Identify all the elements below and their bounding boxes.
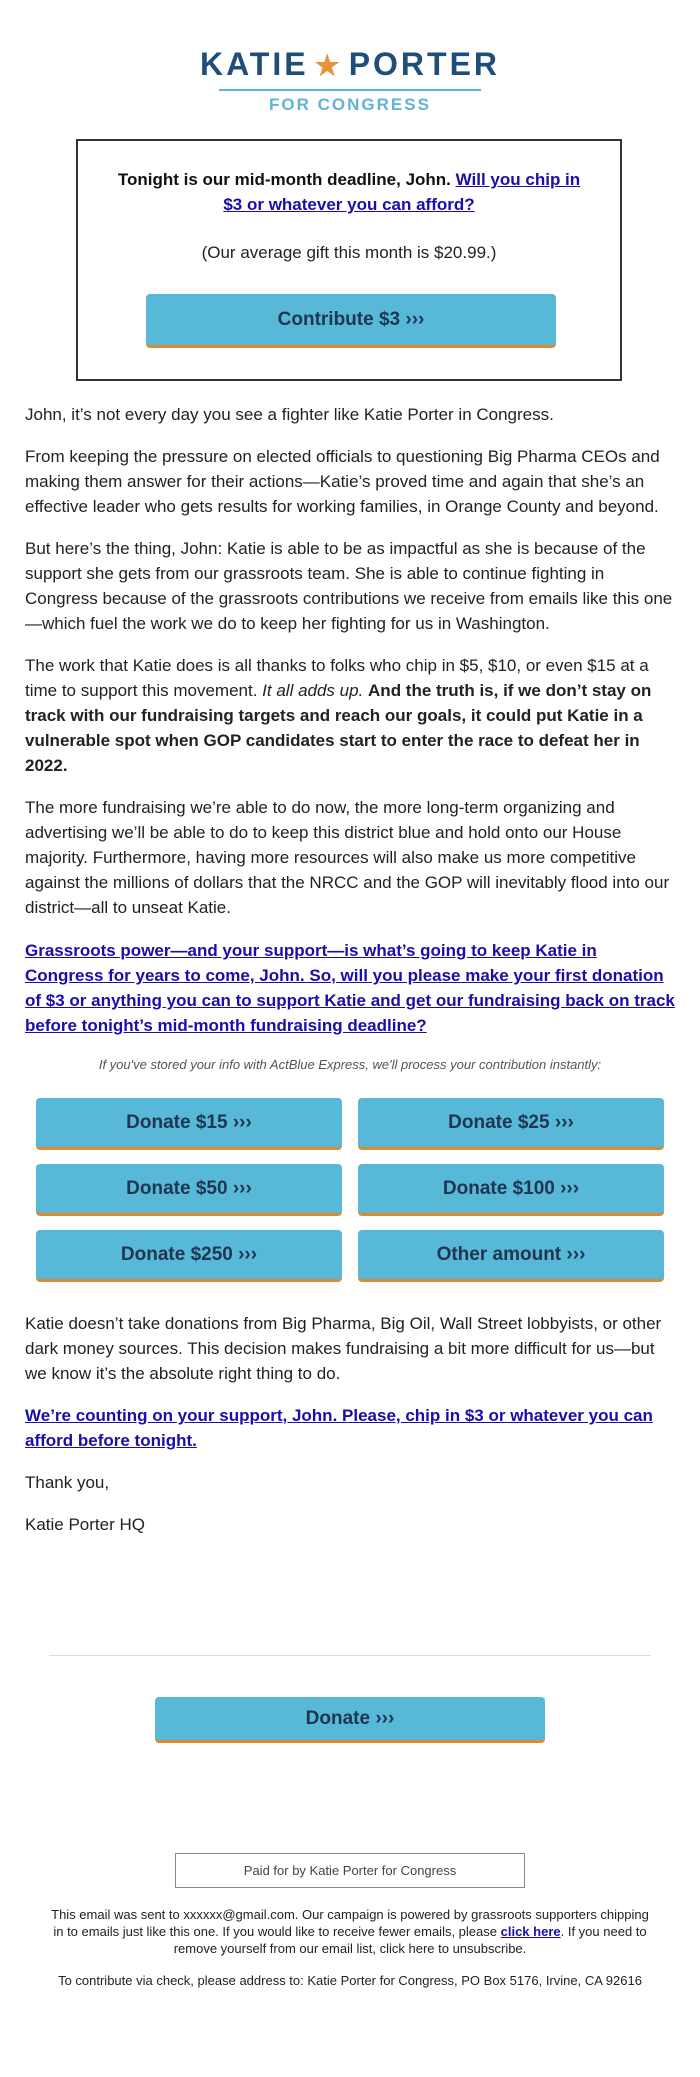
paragraph-text: From keeping the pressure on elected officials to questioning Big Pharma CEOs and making them answer for their actions—Katie’s proved time and again that she’s an effective leader who gets results for working families, in Orange County and beyond. [25,447,660,516]
paragraph-intro [25,402,677,427]
paragraph-resources [25,795,677,920]
donate-25-button[interactable]: Donate $25 ››› [358,1098,664,1150]
contribute-button[interactable]: Contribute $3 ››› [146,294,556,348]
paragraph-text: John, it’s not every day you see a fighter like Katie Porter in Congress. [25,405,554,424]
logo-last-name: PORTER [348,46,501,82]
paragraph-grassroots [25,536,677,636]
paragraph-no-corporate [25,1311,677,1386]
chip-in-link[interactable]: Will you chip in $3 or whatever you can afford? [223,170,581,214]
closing-ask-paragraph [25,1403,677,1453]
other-amount-button[interactable]: Other amount ››› [358,1230,664,1282]
donate-250-button[interactable]: Donate $250 ››› [36,1230,342,1282]
paragraph-italic-text: It all adds up. [262,681,364,700]
average-gift-text: (Our average gift this month is $20.99.) [201,243,497,262]
footer-check-address: To contribute via check, please address to: Katie Porter for Congress, PO Box 5176, Irvine, CA 92616 [58,1973,642,1988]
donate-15-button[interactable]: Donate $15 ››› [36,1098,342,1150]
signature-block [25,1512,677,1537]
donate-50-button[interactable]: Donate $50 ››› [36,1164,342,1216]
actblue-express-note: If you've stored your info with ActBlue Express, we'll process your contribution instantly: [98,1057,602,1072]
deadline-callout [76,139,622,381]
donation-ask-paragraph [25,938,677,1038]
fewer-emails-link[interactable]: click here [500,1924,561,1939]
footer-divider [49,1655,651,1656]
signature-text: Katie Porter HQ [25,1515,145,1534]
donate-100-button[interactable]: Donate $100 ››› [358,1164,664,1216]
paragraph-text: But here’s the thing, John: Katie is able to be as impactful as she is because of the support she gets from our grassroots team. She is able to continue fighting in Congress because of the grassroots contributions we receive from emails like this one—which fuel the work we do to keep her fighting for us in Washington. [25,539,673,633]
paragraph-plain-text: The work that Katie does is all thanks to folks who chip in $5, $10, or even $15 at a time to support this movement. [25,656,649,700]
paragraph-text: The more fundraising we’re able to do now, the more long-term organizing and advertising we’ll be able to do to keep this district blue and hold onto our House majority. Furthermore, having more resources will also make us more competitive against the millions of dollars that the NRCC and the GOP will inevitably flood into our district—all to unseat Katie. [25,798,670,917]
thank-you-text: Thank you, [25,1473,110,1492]
donation-ask-link[interactable]: Grassroots power—and your support—is what’s going to keep Katie in Congress for years to come, John. So, will you please make your first donation of $3 or anything you can to support Katie and get our fundraising back on track before tonight’s mid-month fundraising deadline? [25,941,675,1035]
footer-notice-text: This email was sent to xxxxxx@gmail.com. Our campaign is powered by grassroots supporters chipping in to emails just like this one. If you would like to receive fewer emails, please [51,1907,649,1939]
logo-subtitle: FOR CONGRESS [269,95,431,114]
logo-first-name: KATIE [199,46,309,82]
deadline-bold-text: Tonight is our mid-month deadline, John. [117,170,451,189]
star-icon: ★ [314,50,343,81]
logo-divider [219,89,481,91]
paid-for-disclaimer: Paid for by Katie Porter for Congress [175,1853,525,1888]
campaign-logo [0,44,700,117]
paragraph-text: Katie doesn’t take donations from Big Pharma, Big Oil, Wall Street lobbyists, or other dark money sources. This decision makes fundraising a bit more difficult for us—but we know it’s the absolute right thing to do. [25,1314,662,1383]
deadline-message [108,167,590,217]
footer-notice-text-end: . If you need to remove yourself from our email list, click here to unsubscribe. [173,1924,647,1956]
footer-email-notice [50,1906,650,1957]
paragraph-fundraising [25,653,677,778]
paragraph-text [25,653,677,778]
paragraph-record [25,444,677,519]
paragraph-bold-text: And the truth is, if we don’t stay on track with our fundraising targets and reach our goals, it could put Katie in a vulnerable spot when GOP candidates start to enter the race to defeat her in 2022. [25,681,652,775]
sign-off [25,1470,677,1495]
closing-ask-link[interactable]: We’re counting on your support, John. Please, chip in $3 or whatever you can afford before tonight. [25,1406,653,1450]
logo-wordmark [0,44,700,86]
donate-button[interactable]: Donate ››› [155,1697,545,1743]
